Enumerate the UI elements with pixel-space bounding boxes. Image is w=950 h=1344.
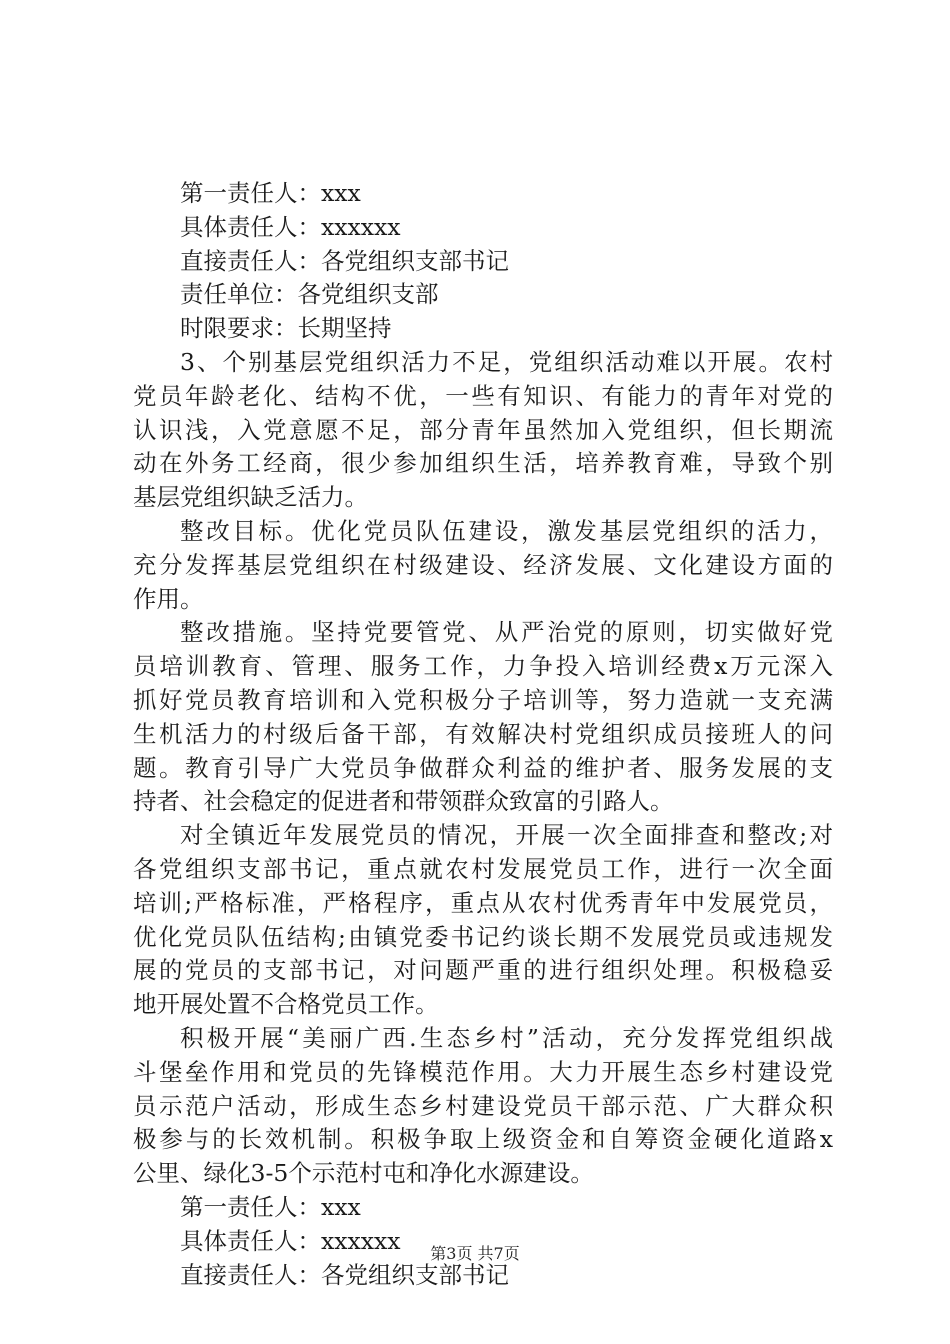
paragraph-line: 基层党组织缺乏活力。 [133,483,368,512]
paragraph-line: 员培训教育、管理、服务工作，力争投入培训经费x万元深入 [133,652,833,681]
paragraph-line: 公里、绿化3-5个示范村屯和净化水源建设。 [133,1159,594,1188]
paragraph-line: 对全镇近年发展党员的情况，开展一次全面排查和整改;对 [180,821,833,850]
paragraph-line: 党员年龄老化、结构不优，一些有知识、有能力的青年对党的 [133,381,833,410]
paragraph-line: 优化党员队伍结构;由镇党委书记约谈长期不发展党员或违规发 [133,922,833,951]
page-number-footer: 第3页 共7页 [430,1244,520,1263]
paragraph-line: 员示范户活动，形成生态乡村建设党员干部示范、广大群众积 [133,1091,833,1120]
line-direct-responsible: 直接责任人：各党组织支部书记 [180,246,509,275]
paragraph-line: 展的党员的支部书记，对问题严重的进行组织处理。积极稳妥 [133,956,833,985]
paragraph-line: 充分发挥基层党组织在村级建设、经济发展、文化建设方面的 [133,550,833,579]
paragraph-line: 认识浅，入党意愿不足，部分青年虽然加入党组织，但长期流 [133,415,833,444]
paragraph-line: 极参与的长效机制。积极争取上级资金和自筹资金硬化道路x [133,1125,833,1154]
paragraph-line: 3、个别基层党组织活力不足，党组织活动难以开展。农村 [180,347,833,376]
line-deadline: 时限要求：长期坚持 [180,314,392,343]
paragraph-line: 生机活力的村级后备干部，有效解决村党组织成员接班人的问 [133,719,833,748]
paragraph-line: 动在外务工经商，很少参加组织生活，培养教育难，导致个别 [133,449,833,478]
line-direct-responsible: 直接责任人：各党组织支部书记 [180,1260,509,1289]
line-first-responsible: 第一责任人：xxx [180,1192,361,1221]
paragraph-line: 各党组织支部书记，重点就农村发展党员工作，进行一次全面 [133,854,833,883]
paragraph-line: 题。教育引导广大党员争做群众利益的维护者、服务发展的支 [133,753,833,782]
paragraph-line: 持者、社会稳定的促进者和带领群众致富的引路人。 [133,787,674,816]
paragraph-line: 地开展处置不合格党员工作。 [133,990,439,1019]
paragraph-line: 整改目标。优化党员队伍建设，激发基层党组织的活力， [180,516,833,545]
paragraph-line: 培训;严格标准，严格程序，重点从农村优秀青年中发展党员， [133,888,833,917]
paragraph-line: 作用。 [133,584,204,613]
body-text [133,177,833,1292]
line-specific-responsible: 具体责任人：xxxxxx [180,212,401,241]
paragraph-line: 抓好党员教育培训和入党积极分子培训等，努力造就一支充满 [133,685,833,714]
paragraph-line: 斗堡垒作用和党员的先锋模范作用。大力开展生态乡村建设党 [133,1057,833,1086]
line-responsible-unit: 责任单位：各党组织支部 [180,280,439,309]
line-first-responsible: 第一责任人：xxx [180,179,361,207]
paragraph-line: 积极开展“美丽广西.生态乡村”活动，充分发挥党组织战 [180,1023,833,1052]
paragraph-line: 整改措施。坚持党要管党、从严治党的原则，切实做好党 [180,618,833,647]
line-specific-responsible: 具体责任人：xxxxxx [180,1226,401,1255]
